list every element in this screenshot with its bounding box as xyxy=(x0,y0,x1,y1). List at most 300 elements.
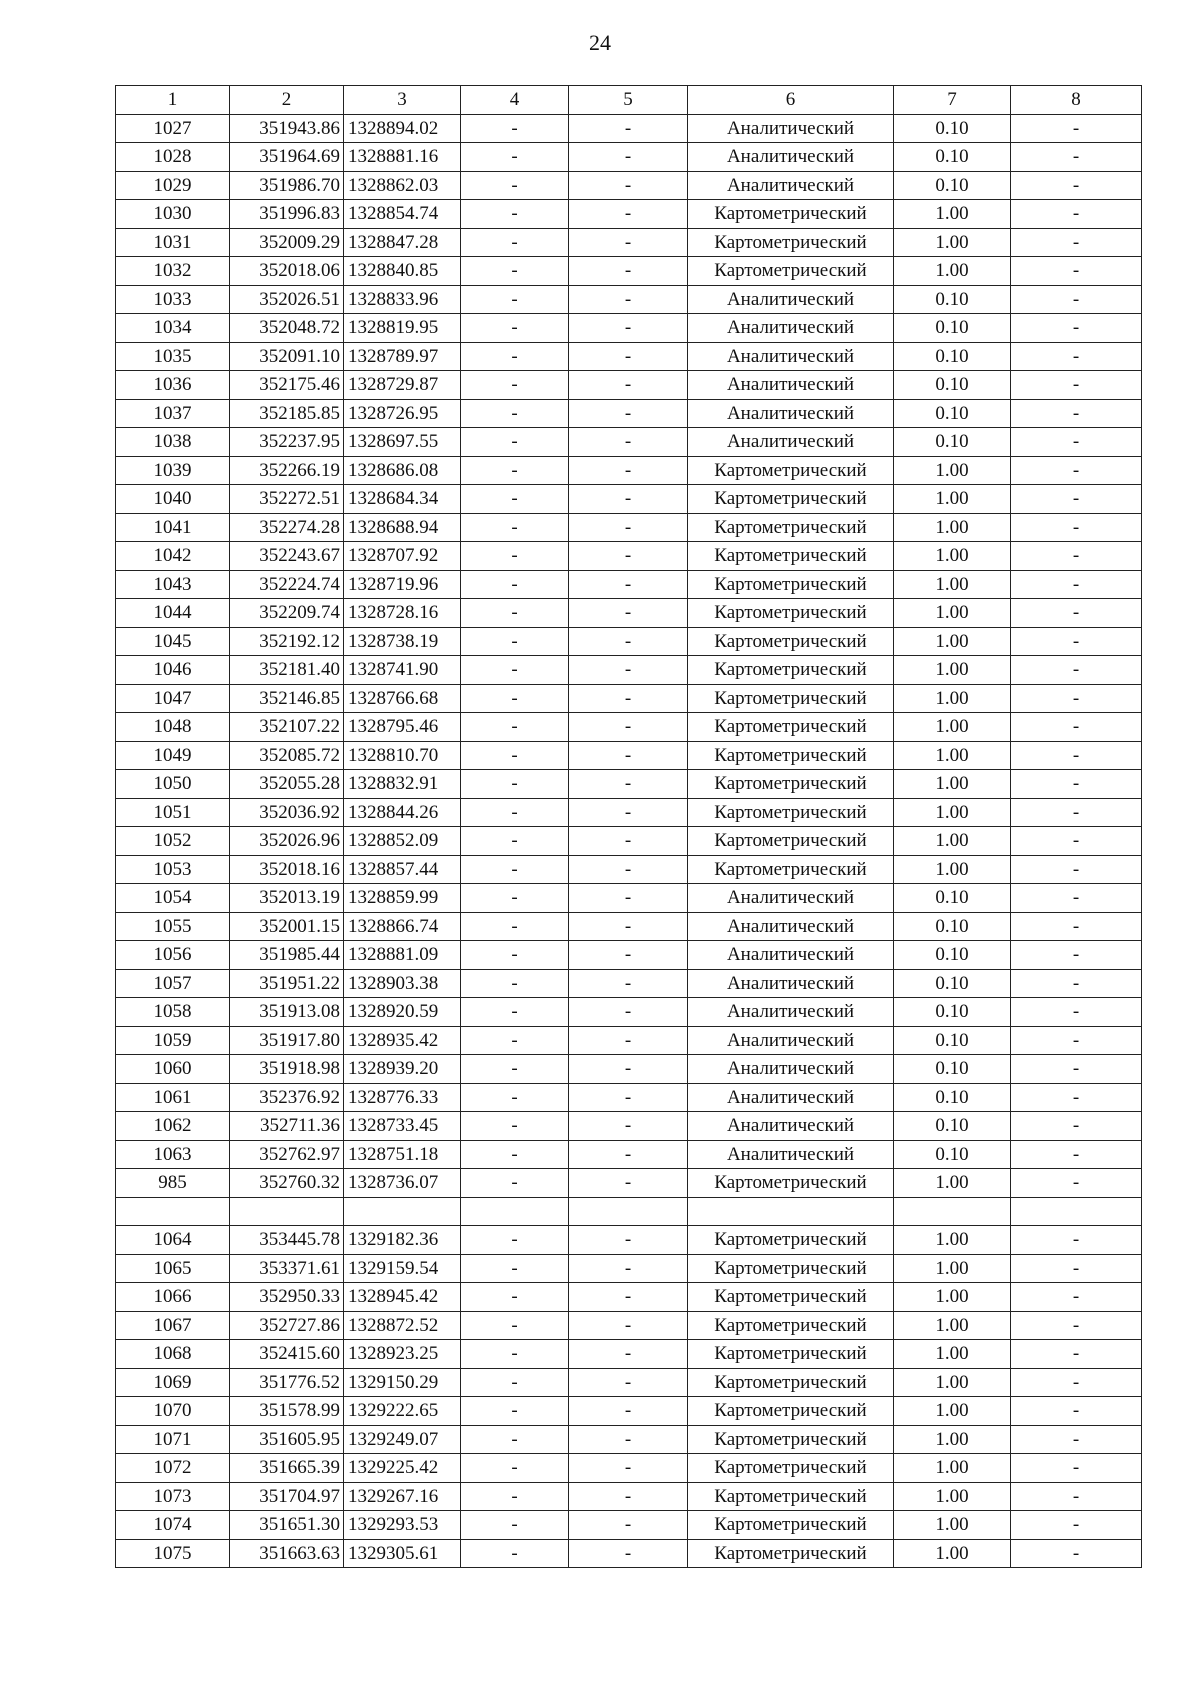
col4-cell: - xyxy=(461,1169,569,1198)
accuracy-cell: 1.00 xyxy=(894,1511,1011,1540)
x-coordinate-cell: 351665.39 xyxy=(230,1454,344,1483)
point-number-cell: 1053 xyxy=(116,855,230,884)
y-coordinate-cell: 1328866.74 xyxy=(344,912,461,941)
point-number-cell: 1031 xyxy=(116,228,230,257)
y-coordinate-cell: 1328903.38 xyxy=(344,969,461,998)
accuracy-cell: 1.00 xyxy=(894,228,1011,257)
table-row xyxy=(116,570,1142,599)
x-coordinate-cell: 352001.15 xyxy=(230,912,344,941)
col8-cell: - xyxy=(1011,741,1142,770)
x-coordinate-cell: 352266.19 xyxy=(230,456,344,485)
x-coordinate-cell: 352175.46 xyxy=(230,371,344,400)
accuracy-cell: 1.00 xyxy=(894,770,1011,799)
accuracy-cell: 0.10 xyxy=(894,998,1011,1027)
point-number-cell: 1046 xyxy=(116,656,230,685)
col8-cell: - xyxy=(1011,1340,1142,1369)
method-cell: Картометрический xyxy=(688,627,894,656)
col4-cell: - xyxy=(461,998,569,1027)
y-coordinate-cell: 1328736.07 xyxy=(344,1169,461,1198)
accuracy-cell: 0.10 xyxy=(894,1026,1011,1055)
col4-cell: - xyxy=(461,599,569,628)
col5-cell: - xyxy=(569,570,688,599)
col4-cell: - xyxy=(461,257,569,286)
col4-cell: - xyxy=(461,1311,569,1340)
col8-cell: - xyxy=(1011,827,1142,856)
method-cell: Картометрический xyxy=(688,1283,894,1312)
header-cell: 7 xyxy=(894,86,1011,115)
col4-cell: - xyxy=(461,713,569,742)
table-row xyxy=(116,1197,1142,1226)
col8-cell: - xyxy=(1011,941,1142,970)
table-row xyxy=(116,770,1142,799)
table-row xyxy=(116,428,1142,457)
col5-cell: - xyxy=(569,1169,688,1198)
table-body xyxy=(116,86,1142,1568)
y-coordinate-cell: 1328688.94 xyxy=(344,513,461,542)
col8-cell: - xyxy=(1011,770,1142,799)
table-row xyxy=(116,656,1142,685)
method-cell: Картометрический xyxy=(688,770,894,799)
col4-cell: - xyxy=(461,314,569,343)
accuracy-cell: 1.00 xyxy=(894,713,1011,742)
header-cell: 3 xyxy=(344,86,461,115)
col8-cell: - xyxy=(1011,456,1142,485)
point-number-cell: 1055 xyxy=(116,912,230,941)
y-coordinate-cell: 1328857.44 xyxy=(344,855,461,884)
col5-cell: - xyxy=(569,114,688,143)
method-cell: Аналитический xyxy=(688,314,894,343)
col4-cell: - xyxy=(461,399,569,428)
accuracy-cell: 1.00 xyxy=(894,513,1011,542)
accuracy-cell: 0.10 xyxy=(894,171,1011,200)
col4-cell: - xyxy=(461,228,569,257)
point-number-cell: 1040 xyxy=(116,485,230,514)
x-coordinate-cell: 352085.72 xyxy=(230,741,344,770)
accuracy-cell: 1.00 xyxy=(894,1425,1011,1454)
y-coordinate-cell: 1328872.52 xyxy=(344,1311,461,1340)
method-cell: Аналитический xyxy=(688,1083,894,1112)
x-coordinate-cell: 351917.80 xyxy=(230,1026,344,1055)
point-number-cell: 1030 xyxy=(116,200,230,229)
y-coordinate-cell: 1328854.74 xyxy=(344,200,461,229)
table-row xyxy=(116,371,1142,400)
table-row xyxy=(116,1140,1142,1169)
col8-cell: - xyxy=(1011,713,1142,742)
col5-cell: - xyxy=(569,969,688,998)
point-number-cell: 1050 xyxy=(116,770,230,799)
accuracy-cell: 1.00 xyxy=(894,1226,1011,1255)
col5-cell xyxy=(569,1197,688,1226)
col4-cell: - xyxy=(461,912,569,941)
col8-cell: - xyxy=(1011,855,1142,884)
accuracy-cell: 0.10 xyxy=(894,1112,1011,1141)
table-row xyxy=(116,285,1142,314)
point-number-cell: 1049 xyxy=(116,741,230,770)
col4-cell: - xyxy=(461,855,569,884)
point-number-cell: 1033 xyxy=(116,285,230,314)
x-coordinate-cell: 352026.96 xyxy=(230,827,344,856)
x-coordinate-cell: 352192.12 xyxy=(230,627,344,656)
point-number-cell: 1066 xyxy=(116,1283,230,1312)
col5-cell: - xyxy=(569,485,688,514)
table-row xyxy=(116,1425,1142,1454)
method-cell: Аналитический xyxy=(688,1026,894,1055)
x-coordinate-cell: 352415.60 xyxy=(230,1340,344,1369)
table-row xyxy=(116,513,1142,542)
col8-cell: - xyxy=(1011,1169,1142,1198)
col8-cell: - xyxy=(1011,1112,1142,1141)
col8-cell: - xyxy=(1011,1454,1142,1483)
point-number-cell: 1047 xyxy=(116,684,230,713)
accuracy-cell: 1.00 xyxy=(894,1169,1011,1198)
point-number-cell: 1058 xyxy=(116,998,230,1027)
col8-cell: - xyxy=(1011,1425,1142,1454)
table-row xyxy=(116,684,1142,713)
method-cell: Картометрический xyxy=(688,741,894,770)
x-coordinate-cell: 351776.52 xyxy=(230,1368,344,1397)
col5-cell: - xyxy=(569,941,688,970)
y-coordinate-cell: 1328707.92 xyxy=(344,542,461,571)
col4-cell: - xyxy=(461,1539,569,1568)
y-coordinate-cell: 1328726.95 xyxy=(344,399,461,428)
accuracy-cell xyxy=(894,1197,1011,1226)
col5-cell: - xyxy=(569,684,688,713)
point-number-cell: 1052 xyxy=(116,827,230,856)
col5-cell: - xyxy=(569,1511,688,1540)
col5-cell: - xyxy=(569,656,688,685)
col8-cell: - xyxy=(1011,884,1142,913)
point-number-cell: 1061 xyxy=(116,1083,230,1112)
method-cell: Картометрический xyxy=(688,228,894,257)
col5-cell: - xyxy=(569,1539,688,1568)
method-cell: Аналитический xyxy=(688,143,894,172)
col8-cell: - xyxy=(1011,1539,1142,1568)
y-coordinate-cell: 1328733.45 xyxy=(344,1112,461,1141)
col5-cell: - xyxy=(569,798,688,827)
x-coordinate-cell: 352018.06 xyxy=(230,257,344,286)
col4-cell: - xyxy=(461,770,569,799)
col8-cell: - xyxy=(1011,627,1142,656)
method-cell: Аналитический xyxy=(688,998,894,1027)
col5-cell: - xyxy=(569,998,688,1027)
point-number-cell: 1045 xyxy=(116,627,230,656)
col8-cell: - xyxy=(1011,513,1142,542)
col8-cell: - xyxy=(1011,399,1142,428)
col8-cell: - xyxy=(1011,684,1142,713)
method-cell: Аналитический xyxy=(688,371,894,400)
col5-cell: - xyxy=(569,884,688,913)
accuracy-cell: 0.10 xyxy=(894,912,1011,941)
y-coordinate-cell: 1329182.36 xyxy=(344,1226,461,1255)
x-coordinate-cell: 352185.85 xyxy=(230,399,344,428)
table-row xyxy=(116,1511,1142,1540)
point-number-cell: 1043 xyxy=(116,570,230,599)
col4-cell: - xyxy=(461,1055,569,1084)
y-coordinate-cell: 1328766.68 xyxy=(344,684,461,713)
method-cell: Картометрический xyxy=(688,713,894,742)
method-cell: Картометрический xyxy=(688,599,894,628)
col8-cell: - xyxy=(1011,428,1142,457)
x-coordinate-cell: 351964.69 xyxy=(230,143,344,172)
point-number-cell: 1034 xyxy=(116,314,230,343)
method-cell: Картометрический xyxy=(688,798,894,827)
point-number-cell: 1064 xyxy=(116,1226,230,1255)
table-row xyxy=(116,855,1142,884)
col4-cell: - xyxy=(461,884,569,913)
col4-cell: - xyxy=(461,684,569,713)
col4-cell: - xyxy=(461,542,569,571)
x-coordinate-cell: 353445.78 xyxy=(230,1226,344,1255)
point-number-cell: 1051 xyxy=(116,798,230,827)
x-coordinate-cell: 352036.92 xyxy=(230,798,344,827)
point-number-cell: 1054 xyxy=(116,884,230,913)
x-coordinate-cell: 352009.29 xyxy=(230,228,344,257)
table-row xyxy=(116,1482,1142,1511)
table-row xyxy=(116,542,1142,571)
col4-cell: - xyxy=(461,1083,569,1112)
y-coordinate-cell xyxy=(344,1197,461,1226)
x-coordinate-cell: 352181.40 xyxy=(230,656,344,685)
y-coordinate-cell: 1329159.54 xyxy=(344,1254,461,1283)
col8-cell: - xyxy=(1011,257,1142,286)
col4-cell: - xyxy=(461,1425,569,1454)
table-row xyxy=(116,1368,1142,1397)
method-cell: Картометрический xyxy=(688,1425,894,1454)
accuracy-cell: 1.00 xyxy=(894,570,1011,599)
col4-cell: - xyxy=(461,969,569,998)
method-cell: Картометрический xyxy=(688,1482,894,1511)
table-row xyxy=(116,627,1142,656)
col4-cell: - xyxy=(461,1026,569,1055)
point-number-cell: 1041 xyxy=(116,513,230,542)
x-coordinate-cell: 351951.22 xyxy=(230,969,344,998)
col8-cell: - xyxy=(1011,1055,1142,1084)
method-cell: Картометрический xyxy=(688,456,894,485)
col4-cell: - xyxy=(461,741,569,770)
header-cell: 1 xyxy=(116,86,230,115)
col8-cell: - xyxy=(1011,570,1142,599)
point-number-cell: 1068 xyxy=(116,1340,230,1369)
col4-cell: - xyxy=(461,1226,569,1255)
method-cell: Картометрический xyxy=(688,1397,894,1426)
table-row xyxy=(116,741,1142,770)
y-coordinate-cell: 1328729.87 xyxy=(344,371,461,400)
x-coordinate-cell: 351704.97 xyxy=(230,1482,344,1511)
x-coordinate-cell: 351996.83 xyxy=(230,200,344,229)
x-coordinate-cell: 352146.85 xyxy=(230,684,344,713)
table-row xyxy=(116,171,1142,200)
col4-cell: - xyxy=(461,1340,569,1369)
point-number-cell: 1028 xyxy=(116,143,230,172)
col4-cell: - xyxy=(461,114,569,143)
col5-cell: - xyxy=(569,542,688,571)
col8-cell: - xyxy=(1011,1283,1142,1312)
y-coordinate-cell: 1328935.42 xyxy=(344,1026,461,1055)
point-number-cell: 1062 xyxy=(116,1112,230,1141)
table-row xyxy=(116,1083,1142,1112)
col4-cell xyxy=(461,1197,569,1226)
accuracy-cell: 1.00 xyxy=(894,200,1011,229)
col5-cell: - xyxy=(569,741,688,770)
col5-cell: - xyxy=(569,599,688,628)
col5-cell: - xyxy=(569,342,688,371)
col4-cell: - xyxy=(461,428,569,457)
x-coordinate-cell: 352091.10 xyxy=(230,342,344,371)
point-number-cell: 1039 xyxy=(116,456,230,485)
y-coordinate-cell: 1328840.85 xyxy=(344,257,461,286)
col5-cell: - xyxy=(569,428,688,457)
x-coordinate-cell: 351578.99 xyxy=(230,1397,344,1426)
col5-cell: - xyxy=(569,1055,688,1084)
accuracy-cell: 0.10 xyxy=(894,371,1011,400)
accuracy-cell: 1.00 xyxy=(894,1539,1011,1568)
y-coordinate-cell: 1328795.46 xyxy=(344,713,461,742)
table-row xyxy=(116,257,1142,286)
col8-cell: - xyxy=(1011,485,1142,514)
col8-cell: - xyxy=(1011,969,1142,998)
y-coordinate-cell: 1329222.65 xyxy=(344,1397,461,1426)
x-coordinate-cell: 351986.70 xyxy=(230,171,344,200)
col8-cell: - xyxy=(1011,371,1142,400)
col4-cell: - xyxy=(461,1397,569,1426)
y-coordinate-cell: 1328881.16 xyxy=(344,143,461,172)
col4-cell: - xyxy=(461,941,569,970)
x-coordinate-cell: 352274.28 xyxy=(230,513,344,542)
col4-cell: - xyxy=(461,1140,569,1169)
table-row xyxy=(116,1283,1142,1312)
table-row xyxy=(116,314,1142,343)
y-coordinate-cell: 1328862.03 xyxy=(344,171,461,200)
table-row xyxy=(116,456,1142,485)
col8-cell: - xyxy=(1011,599,1142,628)
col5-cell: - xyxy=(569,1482,688,1511)
x-coordinate-cell: 352107.22 xyxy=(230,713,344,742)
col8-cell: - xyxy=(1011,143,1142,172)
accuracy-cell: 1.00 xyxy=(894,1340,1011,1369)
accuracy-cell: 1.00 xyxy=(894,1482,1011,1511)
col5-cell: - xyxy=(569,1283,688,1312)
accuracy-cell: 0.10 xyxy=(894,285,1011,314)
point-number-cell xyxy=(116,1197,230,1226)
col5-cell: - xyxy=(569,1454,688,1483)
col4-cell: - xyxy=(461,371,569,400)
col5-cell: - xyxy=(569,1254,688,1283)
accuracy-cell: 0.10 xyxy=(894,1055,1011,1084)
x-coordinate-cell: 352018.16 xyxy=(230,855,344,884)
col5-cell: - xyxy=(569,1226,688,1255)
y-coordinate-cell: 1328738.19 xyxy=(344,627,461,656)
col4-cell: - xyxy=(461,485,569,514)
accuracy-cell: 1.00 xyxy=(894,855,1011,884)
x-coordinate-cell: 351918.98 xyxy=(230,1055,344,1084)
y-coordinate-cell: 1328751.18 xyxy=(344,1140,461,1169)
method-cell: Картометрический xyxy=(688,257,894,286)
page-number: 24 xyxy=(589,30,611,55)
point-number-cell: 1027 xyxy=(116,114,230,143)
table-row xyxy=(116,114,1142,143)
col5-cell: - xyxy=(569,1397,688,1426)
header-cell: 6 xyxy=(688,86,894,115)
header-cell: 8 xyxy=(1011,86,1142,115)
table-row xyxy=(116,941,1142,970)
col4-cell: - xyxy=(461,200,569,229)
table-row xyxy=(116,1454,1142,1483)
y-coordinate-cell: 1328832.91 xyxy=(344,770,461,799)
accuracy-cell: 1.00 xyxy=(894,798,1011,827)
table-row xyxy=(116,485,1142,514)
col4-cell: - xyxy=(461,1254,569,1283)
method-cell: Аналитический xyxy=(688,1055,894,1084)
accuracy-cell: 0.10 xyxy=(894,428,1011,457)
header-cell: 4 xyxy=(461,86,569,115)
table-row xyxy=(116,798,1142,827)
col5-cell: - xyxy=(569,1311,688,1340)
x-coordinate-cell: 351913.08 xyxy=(230,998,344,1027)
col5-cell: - xyxy=(569,1368,688,1397)
accuracy-cell: 0.10 xyxy=(894,143,1011,172)
method-cell: Аналитический xyxy=(688,399,894,428)
x-coordinate-cell: 352762.97 xyxy=(230,1140,344,1169)
point-number-cell: 1029 xyxy=(116,171,230,200)
table-row xyxy=(116,1311,1142,1340)
accuracy-cell: 1.00 xyxy=(894,684,1011,713)
point-number-cell: 1067 xyxy=(116,1311,230,1340)
col4-cell: - xyxy=(461,285,569,314)
x-coordinate-cell: 352727.86 xyxy=(230,1311,344,1340)
y-coordinate-cell: 1328939.20 xyxy=(344,1055,461,1084)
x-coordinate-cell: 352048.72 xyxy=(230,314,344,343)
col5-cell: - xyxy=(569,456,688,485)
x-coordinate-cell: 351663.63 xyxy=(230,1539,344,1568)
y-coordinate-cell: 1328776.33 xyxy=(344,1083,461,1112)
y-coordinate-cell: 1328833.96 xyxy=(344,285,461,314)
accuracy-cell: 1.00 xyxy=(894,257,1011,286)
table-row xyxy=(116,143,1142,172)
accuracy-cell: 1.00 xyxy=(894,456,1011,485)
x-coordinate-cell: 352950.33 xyxy=(230,1283,344,1312)
point-number-cell: 1059 xyxy=(116,1026,230,1055)
point-number-cell: 1072 xyxy=(116,1454,230,1483)
col5-cell: - xyxy=(569,143,688,172)
table-row xyxy=(116,1226,1142,1255)
point-number-cell: 1037 xyxy=(116,399,230,428)
y-coordinate-cell: 1329305.61 xyxy=(344,1539,461,1568)
x-coordinate-cell: 352224.74 xyxy=(230,570,344,599)
col8-cell: - xyxy=(1011,798,1142,827)
y-coordinate-cell: 1329150.29 xyxy=(344,1368,461,1397)
y-coordinate-cell: 1328819.95 xyxy=(344,314,461,343)
col4-cell: - xyxy=(461,1482,569,1511)
col8-cell xyxy=(1011,1197,1142,1226)
col5-cell: - xyxy=(569,1112,688,1141)
table-row xyxy=(116,884,1142,913)
col4-cell: - xyxy=(461,513,569,542)
col8-cell: - xyxy=(1011,542,1142,571)
point-number-cell: 1038 xyxy=(116,428,230,457)
y-coordinate-cell: 1328728.16 xyxy=(344,599,461,628)
col4-cell: - xyxy=(461,1112,569,1141)
y-coordinate-cell: 1328847.28 xyxy=(344,228,461,257)
method-cell: Аналитический xyxy=(688,969,894,998)
method-cell: Аналитический xyxy=(688,114,894,143)
method-cell: Картометрический xyxy=(688,855,894,884)
accuracy-cell: 0.10 xyxy=(894,969,1011,998)
accuracy-cell: 0.10 xyxy=(894,114,1011,143)
y-coordinate-cell: 1328844.26 xyxy=(344,798,461,827)
method-cell: Аналитический xyxy=(688,1140,894,1169)
x-coordinate-cell: 352760.32 xyxy=(230,1169,344,1198)
table-row xyxy=(116,1539,1142,1568)
